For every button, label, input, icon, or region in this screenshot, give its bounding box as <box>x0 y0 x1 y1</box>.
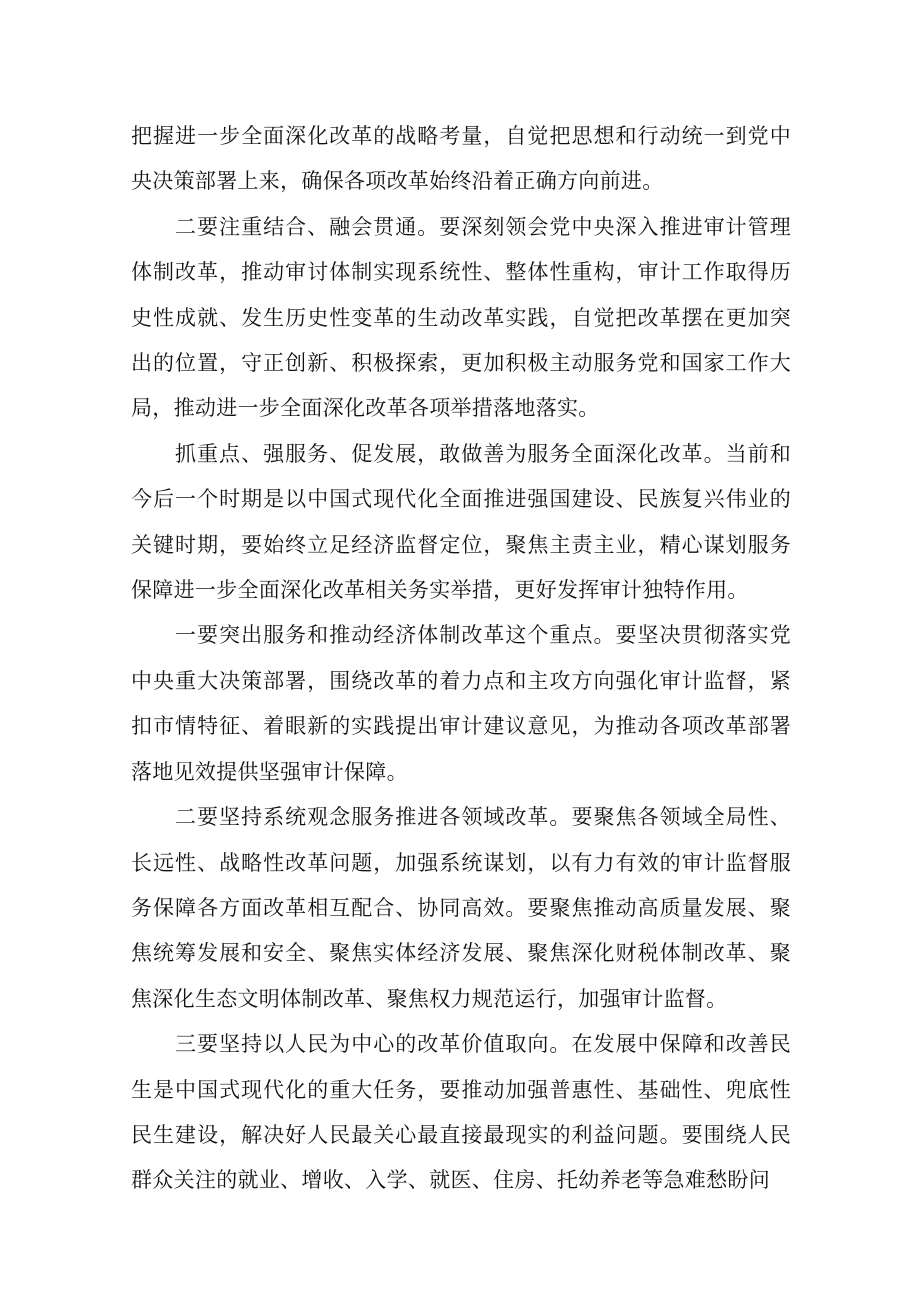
paragraph-4: 一要突出服务和推动经济体制改革这个重点。要坚决贯彻落实党中央重大决策部署，围绕改革的着力点和主攻方向强化审计监督，紧扣市情特征、着眼新的实践提出审计建议意见，为推动各项改革部署落地见效提供坚强审计保障。 <box>131 623 791 784</box>
paragraph-5: 二要坚持系统观念服务推进各领域改革。要聚焦各领域全局性、长远性、战略性改革问题，加强系统谋划，以有力有效的审计监督服务保障各方面改革相互配合、协同高效。要聚焦推动高质量发展、聚焦统筹发展和安全、聚焦实体经济发展、聚焦深化财税体制改革、聚焦深化生态文明体制改革、聚焦权力规范运行，加强审计监督。 <box>131 805 791 1011</box>
paragraph-1: 把握进一步全面深化改革的战略考量，自觉把思想和行动统一到党中央决策部署上来，确保各项改革始终沿着正确方向前进。 <box>131 124 791 194</box>
document-body <box>131 114 791 1204</box>
paragraph-2: 二要注重结合、融会贯通。要深刻领会党中央深入推进审计管理体制改革，推动审讨体制实现系统性、整体性重构，审计工作取得历史性成就、发生历史性变革的生动改革实践，自觉把改革摆在更加突出的位置，守正创新、积极探索，更加积极主动服务党和国家工作大局，推动进一步全面深化改革各项举措落地落实。 <box>131 214 791 421</box>
paragraph-3: 抓重点、强服务、促发展，敢做善为服务全面深化改革。当前和今后一个时期是以中国式现代化全面推进强国建设、民族复兴伟业的关键时期，要始终立足经济监督定位，聚焦主责主业，精心谋划服务保障进一步全面深化改革相关务实举措，更好发挥审计独特作用。 <box>131 441 791 603</box>
paragraph-6: 三要坚持以人民为中心的改革价值取向。在发展中保障和改善民生是中国式现代化的重大任务，要推动加强普惠性、基础性、兜底性民生建设，解决好人民最关心最直接最现实的利益问题。要围绕人民群众关注的就业、增收、入学、就医、住房、托幼养老等急难愁盼问 <box>131 1032 791 1193</box>
